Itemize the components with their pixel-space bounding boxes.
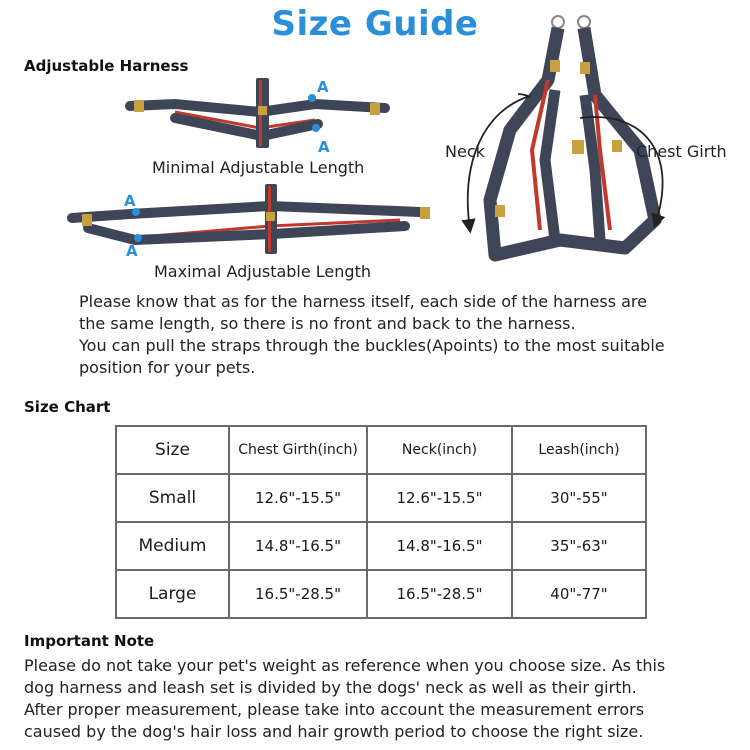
minimal-length-caption: Minimal Adjustable Length	[152, 158, 365, 177]
minimal-harness-image	[130, 78, 385, 156]
table-header-row	[116, 426, 646, 474]
leash-cell: 40"-77"	[512, 570, 646, 618]
description-line: the same length, so there is no front and back to the harness.	[79, 314, 576, 333]
maximal-harness-image	[72, 184, 430, 260]
note-line: After proper measurement, please take into account the measurement errors	[24, 700, 645, 719]
adjustable-harness-heading: Adjustable Harness	[24, 57, 189, 75]
leash-cell: 35"-63"	[512, 522, 646, 570]
harness-description	[79, 291, 739, 379]
description-line: Please know that as for the harness itself, each side of the harness are	[79, 292, 647, 311]
size-cell: Medium	[116, 522, 229, 570]
size-cell: Small	[116, 474, 229, 522]
size-chart-table	[115, 425, 647, 619]
header-cell: Chest Girth(inch)	[229, 426, 367, 474]
table-row	[116, 570, 646, 618]
neck-label: Neck	[445, 142, 485, 161]
point-a-mark: A	[126, 242, 138, 260]
chest-girth-cell: 16.5"-28.5"	[229, 570, 367, 618]
table-row	[116, 474, 646, 522]
page-title: Size Guide	[271, 4, 479, 44]
description-line: You can pull the straps through the buckles(Apoints) to the most suitable	[79, 336, 665, 355]
description-line: position for your pets.	[79, 358, 256, 377]
worn-harness-image	[445, 16, 727, 255]
neck-cell: 16.5"-28.5"	[367, 570, 512, 618]
chest-girth-label: Chest Girth	[636, 142, 727, 161]
neck-cell: 14.8"-16.5"	[367, 522, 512, 570]
note-line: Please do not take your pet's weight as reference when you choose size. As this	[24, 656, 666, 675]
header-cell: Neck(inch)	[367, 426, 512, 474]
maximal-length-caption: Maximal Adjustable Length	[154, 262, 371, 281]
important-note-heading: Important Note	[24, 632, 155, 650]
chest-girth-cell: 12.6"-15.5"	[229, 474, 367, 522]
point-a-mark: A	[318, 138, 330, 156]
size-chart-heading: Size Chart	[24, 398, 111, 416]
leash-cell: 30"-55"	[512, 474, 646, 522]
note-line: dog harness and leash set is divided by the dogs' neck as well as their girth.	[24, 678, 637, 697]
harness-illustration	[0, 0, 750, 290]
size-cell: Large	[116, 570, 229, 618]
header-cell: Leash(inch)	[512, 426, 646, 474]
chest-girth-cell: 14.8"-16.5"	[229, 522, 367, 570]
important-note-body	[24, 655, 744, 743]
note-line: caused by the dog's hair loss and hair growth period to choose the right size.	[24, 722, 644, 741]
header-cell: Size	[116, 426, 229, 474]
neck-cell: 12.6"-15.5"	[367, 474, 512, 522]
point-a-mark: A	[317, 78, 329, 96]
point-a-mark: A	[124, 192, 136, 210]
table-row	[116, 522, 646, 570]
